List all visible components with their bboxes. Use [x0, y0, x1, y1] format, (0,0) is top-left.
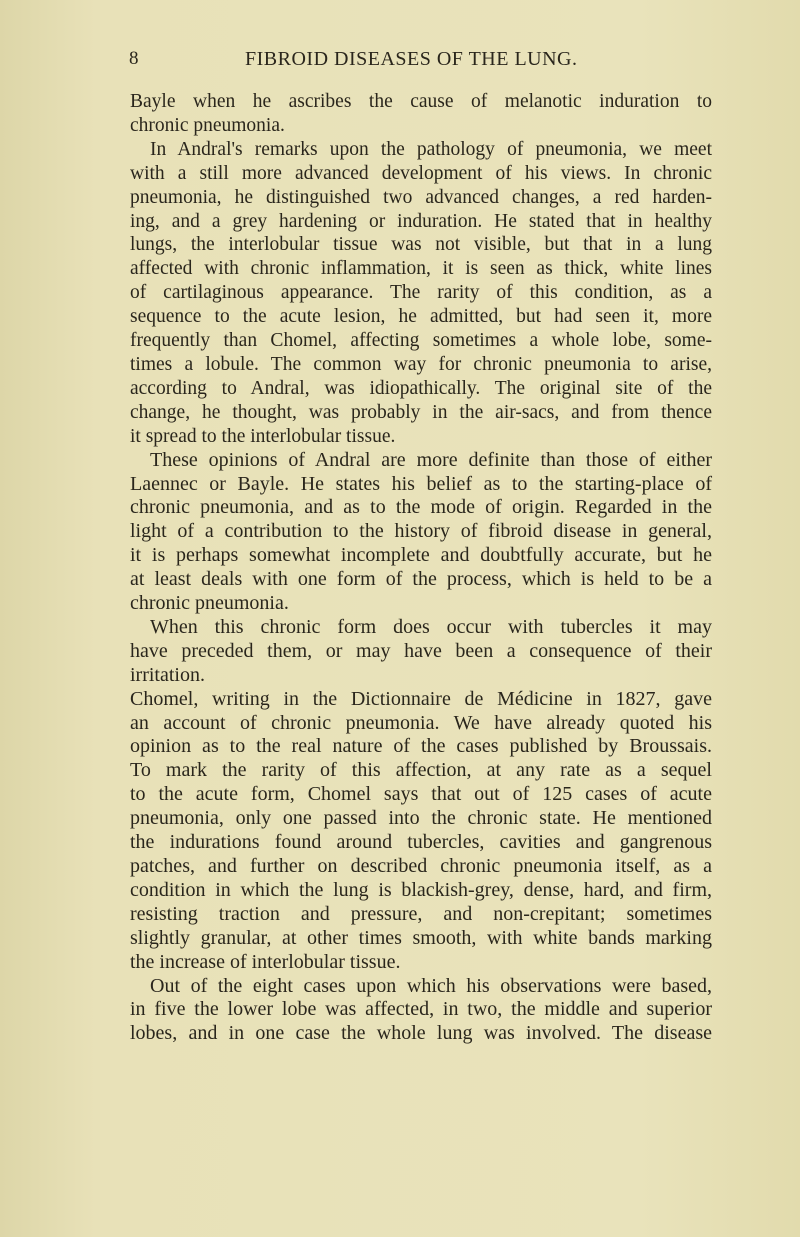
page-number: 8 [129, 48, 139, 69]
paragraph [130, 616, 712, 688]
text-line: irritation. [130, 663, 205, 686]
text-line: resisting traction and pressure, and non-crepitant; sometimes [130, 902, 712, 925]
text-line: lobes, and in one case the whole lung was involved. The disease [130, 1022, 712, 1045]
text-line: chronic pneumonia, and as to the mode of origin. Regarded in the [130, 496, 712, 519]
text-line: the indurations found around tubercles, cavities and gangrenous [130, 831, 712, 854]
body-text [130, 90, 712, 1046]
text-line: To mark the rarity of this affection, at any rate as a sequel [130, 759, 712, 782]
text-line: Laennec or Bayle. He states his belief as to the starting-place of [130, 472, 712, 495]
text-line: it spread to the interlobular tissue. [130, 425, 396, 447]
text-line: of cartilaginous appearance. The rarity of this condition, as a [130, 282, 712, 304]
text-line: chronic pneumonia. [130, 114, 285, 136]
text-line: it is perhaps somewhat incomplete and doubtfully accurate, but he [130, 544, 712, 567]
text-line: sequence to the acute lesion, he admitted, but had seen it, more [130, 306, 712, 328]
text-line: opinion as to the real nature of the cases published by Broussais. [130, 735, 712, 758]
text-line: ing, and a grey hardening or induration. He stated that in healthy [130, 210, 712, 232]
text-line: with a still more advanced development of his views. In chronic [130, 162, 712, 184]
paragraph [130, 688, 712, 975]
text-line: pneumonia, only one passed into the chronic state. He mentioned [130, 807, 712, 830]
running-title: FIBROID DISEASES OF THE LUNG. [245, 48, 578, 70]
text-line: condition in which the lung is blackish-grey, dense, hard, and firm, [130, 878, 712, 901]
text-line: pneumonia, he distinguished two advanced changes, a red harden- [130, 186, 712, 208]
text-line: In Andral's remarks upon the pathology of pneumonia, we meet [150, 138, 712, 160]
text-line: an account of chronic pneumonia. We have already quoted his [130, 711, 712, 734]
text-line: frequently than Chomel, affecting sometimes a whole lobe, some- [130, 330, 712, 352]
text-line: slightly granular, at other times smooth, with white bands marking [130, 926, 712, 949]
paragraph [130, 138, 712, 449]
text-line: in five the lower lobe was affected, in two, the middle and superior [130, 998, 712, 1021]
text-line: chronic pneumonia. [130, 592, 289, 615]
text-line: at least deals with one form of the process, which is held to be a [130, 568, 712, 591]
text-line: patches, and further on described chronic pneumonia itself, as a [130, 855, 712, 877]
text-line: according to Andral, was idiopathically. The original site of the [130, 377, 712, 399]
text-line: These opinions of Andral are more definite than those of either [150, 448, 712, 471]
text-line: to the acute form, Chomel says that out of 125 cases of acute [130, 783, 712, 806]
text-line: the increase of interlobular tissue. [130, 950, 401, 973]
text-line: When this chronic form does occur with tubercles it may [150, 615, 712, 638]
text-line: lungs, the interlobular tissue was not visible, but that in a lung [130, 234, 712, 256]
text-line: Chomel, writing in the Dictionnaire de Médicine in 1827, gave [130, 687, 712, 710]
text-line: change, he thought, was probably in the air-sacs, and from thence [130, 401, 712, 423]
paragraph [130, 975, 712, 1047]
text-line: affected with chronic inflammation, it is seen as thick, white lines [130, 258, 712, 280]
text-line: have preceded them, or may have been a consequence of their [130, 639, 712, 662]
text-line: Out of the eight cases upon which his observations were based, [150, 974, 712, 997]
paragraph [130, 449, 712, 616]
text-line: light of a contribution to the history of fibroid disease in general, [130, 520, 712, 543]
text-line: times a lobule. The common way for chronic pneumonia to arise, [130, 353, 712, 375]
text-line: Bayle when he ascribes the cause of melanotic induration to [130, 91, 712, 112]
paragraph [130, 90, 712, 138]
